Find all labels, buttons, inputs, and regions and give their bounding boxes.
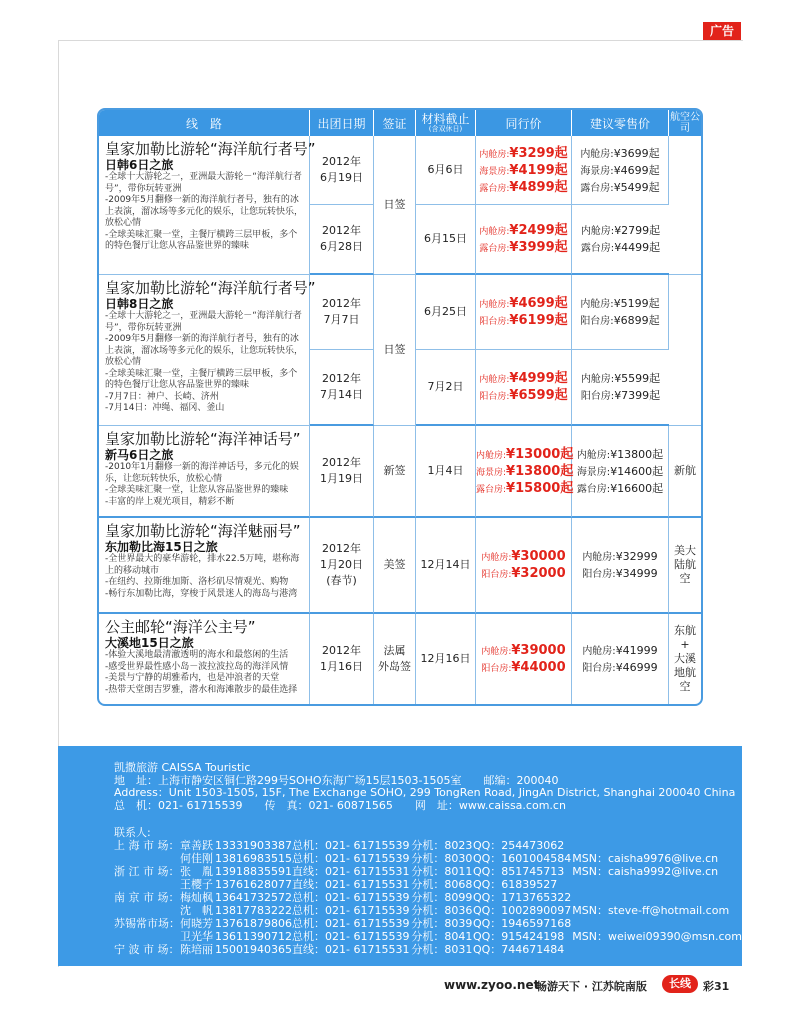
peer-price: ¥13000起 xyxy=(506,446,574,462)
route-title: 皇家加勒比游轮“海洋魅丽号” xyxy=(105,522,301,540)
retail-price-line xyxy=(572,659,668,676)
header-visa: 签证 xyxy=(374,110,416,136)
contact-msn xyxy=(572,943,742,956)
contact-mobile: 13918835591 xyxy=(215,865,293,878)
cabin-label: 海景房: xyxy=(576,466,611,478)
route-description: -体验大溪地最清澈透明的海水和最悠闲的生活 -感受世界最性感小岛－波拉波拉岛的海洋风情 -美景与宁静的胡雅希内，也是冲浪者的天堂 -热带天堂朗吉罗雅，潜水和海滩散步的最佳选择 xyxy=(105,650,298,695)
contact-mobile: 15001940365 xyxy=(215,943,293,956)
peer-price: ¥4999起 xyxy=(509,371,568,386)
peer-price-cell xyxy=(476,205,572,275)
cabin-label: 内舱房: xyxy=(582,646,616,657)
header-airline: 航空公司 xyxy=(670,112,700,134)
cabin-label: 阳台房: xyxy=(580,391,615,402)
contacts-table xyxy=(114,839,742,956)
peer-price-line xyxy=(476,370,571,387)
contact-market: 浙 江 市 场： xyxy=(114,865,180,878)
contact-msn: MSN：steve-ff@hotmail.com xyxy=(572,904,730,917)
contact-row xyxy=(114,904,742,917)
cabin-label: 内舱房: xyxy=(580,299,614,310)
peer-price-line xyxy=(476,145,571,162)
header-route: 线 路 xyxy=(99,110,310,136)
header-material xyxy=(416,110,476,136)
contact-extension: 分机：8039 xyxy=(411,917,473,930)
contact-qq: QQ：254473062 xyxy=(472,839,565,852)
retail-price-line xyxy=(572,463,668,480)
contact-row xyxy=(114,839,742,852)
cabin-label: 露台房: xyxy=(576,483,611,495)
retail-price-line xyxy=(572,162,668,179)
contact-phone: 总机：021- 61715539 xyxy=(292,891,410,904)
footer-slogan: 畅游天下 · 江苏皖南版 xyxy=(536,980,647,993)
table-row xyxy=(99,136,701,205)
header-departure: 出团日期 xyxy=(310,110,374,136)
contact-phone: 直线：021- 61715531 xyxy=(292,878,410,891)
contact-row xyxy=(114,852,742,865)
contact-name: 何佳刚 xyxy=(180,852,213,865)
retail-price: ¥5499起 xyxy=(613,180,660,194)
route-title: 公主邮轮“海洋公主号” xyxy=(105,618,256,636)
contact-qq: QQ：744671484 xyxy=(472,943,565,956)
peer-price-line xyxy=(476,162,571,179)
cabin-label: 内舱房: xyxy=(476,450,507,461)
material-deadline: 7月2日 xyxy=(416,350,476,426)
contact-name: 章善跃 xyxy=(180,839,213,852)
peer-price: ¥4899起 xyxy=(509,179,568,195)
contact-market xyxy=(114,878,180,891)
contact-qq: QQ：851745713 xyxy=(472,865,565,878)
header-retail-price: 建议零售价 xyxy=(572,110,669,136)
contact-qq: QQ：61839527 xyxy=(472,878,558,891)
table-row xyxy=(99,426,701,518)
contact-msn xyxy=(572,878,742,891)
contacts-heading: 联系人: xyxy=(114,826,151,839)
tour-table xyxy=(97,108,703,706)
retail-price: ¥14600起 xyxy=(610,464,664,478)
retail-price: ¥2799起 xyxy=(614,224,661,237)
contact-row xyxy=(114,917,742,930)
peer-price: ¥6199起 xyxy=(509,313,568,328)
contact-market: 宁 波 市 场： xyxy=(114,943,180,956)
retail-price-line xyxy=(572,145,668,162)
contact-panel xyxy=(58,746,742,966)
footer-logo: 长线 xyxy=(662,975,698,993)
contact-market xyxy=(114,852,180,865)
retail-price-line xyxy=(572,239,669,256)
contact-msn xyxy=(572,839,742,852)
contact-market xyxy=(114,930,180,943)
peer-price-line xyxy=(476,222,571,239)
contact-mobile: 13761879806 xyxy=(215,917,293,930)
contact-mobile: 13816983515 xyxy=(215,852,293,865)
contact-phone: 总机：021- 61715539 xyxy=(292,917,410,930)
retail-price-cell xyxy=(572,518,669,614)
retail-price-line xyxy=(572,446,668,463)
peer-price: ¥39000 xyxy=(511,643,566,658)
route-description: -2010年1月翻修一新的海洋神话号，多元化的娱乐，让您玩转快乐，放松心情 -全球美味汇聚一堂，让您从容品鉴世界的臻味 -丰富的岸上观光项目，精彩不断 xyxy=(105,462,299,507)
header-material-sub: (含双休日) xyxy=(428,124,463,133)
contact-extension: 分机：8041 xyxy=(411,930,473,943)
contact-extension: 分机：8031 xyxy=(411,943,473,956)
retail-price-cell xyxy=(572,614,669,704)
cabin-label: 海景房: xyxy=(580,165,614,177)
retail-price: ¥41999 xyxy=(615,644,658,657)
contact-qq: QQ：1713765322 xyxy=(472,891,572,904)
retail-price-line xyxy=(572,548,668,565)
cabin-label: 内舱房: xyxy=(481,647,512,657)
departure-date: 2012年 1月20日 (春节) xyxy=(310,518,374,614)
peer-price-line xyxy=(476,480,574,497)
retail-price: ¥46999 xyxy=(615,661,658,674)
visa-type: 日签 xyxy=(374,275,416,426)
cabin-label: 露台房: xyxy=(479,183,510,194)
peer-price: ¥6599起 xyxy=(509,388,568,403)
contact-extension: 分机：8030 xyxy=(411,852,473,865)
route-subtitle: 日韩8日之旅 xyxy=(105,297,174,311)
peer-price-cell xyxy=(476,136,572,205)
cabin-label: 阳台房: xyxy=(479,392,510,402)
cabin-label: 内舱房: xyxy=(582,552,616,563)
retail-price-line xyxy=(572,222,669,239)
contact-row xyxy=(114,865,742,878)
retail-price: ¥32999 xyxy=(615,550,658,563)
table-row xyxy=(99,518,701,614)
contact-qq: QQ：1601004584 xyxy=(472,852,572,865)
cabin-label: 露台房: xyxy=(580,243,615,254)
cabin-label: 海景房: xyxy=(479,166,510,177)
cabin-label: 内舱房: xyxy=(479,300,510,310)
contact-name: 张 胤 xyxy=(180,865,213,878)
contact-msn xyxy=(572,917,742,930)
retail-price: ¥13800起 xyxy=(610,447,664,461)
contact-name: 梅灿枫 xyxy=(180,891,213,904)
contact-extension: 分机：8011 xyxy=(411,865,473,878)
peer-price: ¥2499起 xyxy=(509,223,568,238)
contact-name: 王樱子 xyxy=(180,878,213,891)
peer-price: ¥32000 xyxy=(511,566,566,581)
table-row xyxy=(99,614,701,704)
cabin-label: 内舱房: xyxy=(576,449,611,461)
retail-price: ¥4699起 xyxy=(613,163,660,177)
contacts xyxy=(114,826,742,956)
header-material-label: 材料截止 xyxy=(421,111,470,126)
route-title: 皇家加勒比游轮“海洋航行者号” xyxy=(105,279,316,297)
route-subtitle: 新马6日之旅 xyxy=(105,448,174,462)
route-title: 皇家加勒比游轮“海洋航行者号” xyxy=(105,140,316,158)
contact-mobile: 13611390712 xyxy=(215,930,293,943)
airline-cell xyxy=(669,136,701,275)
retail-price: ¥4499起 xyxy=(614,241,661,254)
peer-price-line xyxy=(476,446,574,463)
visa-type: 美签 xyxy=(374,518,416,614)
cabin-label: 阳台房: xyxy=(481,570,512,580)
departure-date: 2012年 1月19日 xyxy=(310,426,374,518)
peer-price-line xyxy=(476,659,571,676)
contact-phone: 总机：021- 61715539 xyxy=(292,852,410,865)
contact-qq: QQ：915424198 xyxy=(472,930,565,943)
peer-price: ¥3299起 xyxy=(509,145,568,161)
contact-phone: 总机：021- 61715539 xyxy=(292,839,410,852)
retail-price-line xyxy=(572,312,668,329)
retail-price-line xyxy=(572,642,668,659)
cabin-label: 阳台房: xyxy=(582,569,616,580)
cabin-label: 内舱房: xyxy=(479,227,510,237)
contact-name: 沈 帆 xyxy=(180,904,213,917)
departure-date: 2012年 1月16日 xyxy=(310,614,374,704)
peer-price: ¥4199起 xyxy=(509,162,568,178)
contact-mobile: 13331903387 xyxy=(215,839,293,852)
contact-row xyxy=(114,891,742,904)
contact-qq: QQ：1002890097 xyxy=(472,904,572,917)
contact-row xyxy=(114,930,742,943)
cabin-label: 阳台房: xyxy=(479,317,510,327)
route-subtitle: 东加勒比海15日之旅 xyxy=(105,540,218,554)
departure-date: 2012年 7月7日 xyxy=(310,275,374,350)
contact-phone: 直线：021- 61715531 xyxy=(292,943,410,956)
contact-msn: MSN：weiwei09390@msn.com xyxy=(572,930,742,943)
table-row xyxy=(99,275,701,350)
material-deadline: 6月15日 xyxy=(416,205,476,275)
cabin-label: 露台房: xyxy=(476,484,507,495)
retail-price: ¥34999 xyxy=(615,567,658,580)
cabin-label: 海景房: xyxy=(476,467,507,478)
cabin-label: 内舱房: xyxy=(580,226,615,237)
visa-type: 新签 xyxy=(374,426,416,518)
peer-price-cell xyxy=(476,426,572,518)
peer-price-line xyxy=(476,239,571,256)
peer-price-line xyxy=(476,565,571,582)
peer-price-line xyxy=(476,548,571,565)
retail-price-cell xyxy=(572,275,669,350)
route-title: 皇家加勒比游轮“海洋神话号” xyxy=(105,430,301,448)
company-phone: 总 机：021- 61715539 传 真：021- 60871565 网 址：www.caissa.com.cn xyxy=(114,798,566,812)
contact-extension: 分机：8036 xyxy=(411,904,473,917)
route-description: -全球十大游轮之一，亚洲最大游轮－“海洋航行者号”，带你玩转亚洲 -2009年5月翻修一新的海洋航行者号，独有的冰上表演，溜冰场等多元化的娱乐，让您玩转快乐，放松心情 -全球美味汇聚一堂，主餐厅横跨三层甲板，多个的特色餐厅让您从容品鉴世界的臻味 -7月7日：神户、长崎、济州 -7月14日：冲绳、福冈、釜山 xyxy=(105,311,304,413)
contact-msn: MSN：caisha9992@live.cn xyxy=(572,865,719,878)
retail-price-cell xyxy=(572,136,669,205)
ad-tag: 广告 xyxy=(703,22,741,40)
retail-price: ¥7399起 xyxy=(614,389,661,402)
cabin-label: 内舱房: xyxy=(580,148,614,160)
retail-price-line xyxy=(572,387,669,404)
contact-mobile: 13761628077 xyxy=(215,878,293,891)
visa-type: 法属 外岛签 xyxy=(374,614,416,704)
peer-price: ¥44000 xyxy=(511,660,566,675)
airline-cell: 东航 + 大溪 地航空 xyxy=(674,624,696,693)
peer-price-line xyxy=(476,642,571,659)
page-number: 彩31 xyxy=(703,980,730,993)
table-header-row xyxy=(99,110,701,136)
company-address-en: Address：Unit 1503-1505, 15F, The Exchange SOHO, 299 TongRen Road, JingAn District, Shanghai 200040 China xyxy=(114,786,736,799)
retail-price: ¥5199起 xyxy=(613,297,660,310)
contact-mobile: 13641732572 xyxy=(215,891,293,904)
peer-price-cell xyxy=(476,275,572,350)
peer-price-line xyxy=(476,295,571,312)
retail-price-line xyxy=(572,565,668,582)
contact-market: 上 海 市 场： xyxy=(114,839,180,852)
cabin-label: 内舱房: xyxy=(479,149,510,160)
retail-price-line xyxy=(572,179,668,196)
retail-price: ¥16600起 xyxy=(610,481,664,495)
contact-extension: 分机：8068 xyxy=(411,878,473,891)
cabin-label: 内舱房: xyxy=(479,375,510,385)
departure-date: 2012年 7月14日 xyxy=(310,350,374,426)
cabin-label: 阳台房: xyxy=(580,316,614,327)
contact-row xyxy=(114,878,742,891)
retail-price: ¥6899起 xyxy=(613,314,660,327)
airline-cell xyxy=(669,275,701,426)
peer-price-line xyxy=(476,179,571,196)
peer-price-line xyxy=(476,387,571,404)
contact-msn xyxy=(572,891,742,904)
route-subtitle: 大溪地15日之旅 xyxy=(105,636,194,650)
retail-price: ¥5599起 xyxy=(614,372,661,385)
peer-price: ¥3999起 xyxy=(509,240,568,255)
contact-extension: 分机：8023 xyxy=(411,839,473,852)
contact-phone: 总机：021- 61715539 xyxy=(292,930,410,943)
retail-price-cell xyxy=(572,350,669,426)
departure-date: 2012年 6月19日 xyxy=(310,136,374,205)
visa-type: 日签 xyxy=(374,136,416,275)
retail-price-line xyxy=(572,295,668,312)
material-deadline: 12月14日 xyxy=(416,518,476,614)
material-deadline: 12月16日 xyxy=(416,614,476,704)
peer-price: ¥4699起 xyxy=(509,296,568,311)
retail-price-line xyxy=(572,480,668,497)
company-name: 凯撒旅游 CAISSA Touristic xyxy=(114,761,251,774)
contact-market: 苏锡常市场： xyxy=(114,917,180,930)
route-description: -全球十大游轮之一，亚洲最大游轮－“海洋航行者号”，带你玩转亚洲 -2009年5月翻修一新的海洋航行者号，独有的冰上表演，溜冰场等多元化的娱乐，让您玩转快乐，放松心情 -全球美味汇聚一堂，主餐厅横跨三层甲板，多个的特色餐厅让您从容品鉴世界的臻味 xyxy=(105,172,304,251)
retail-price-cell xyxy=(572,205,669,275)
route-cell xyxy=(99,275,316,426)
contact-row xyxy=(114,943,742,956)
retail-price-line xyxy=(572,370,669,387)
peer-price-cell xyxy=(476,614,572,704)
cabin-label: 露台房: xyxy=(580,182,614,194)
airline-cell: 新航 xyxy=(669,426,701,518)
company-address: 地 址：上海市静安区铜仁路299号SOHO东海广场15层1503-1505室 邮编：200040 xyxy=(114,773,559,787)
contact-mobile: 13817783222 xyxy=(215,904,293,917)
contact-name: 陈培丽 xyxy=(180,943,213,956)
peer-price: ¥15800起 xyxy=(506,480,574,496)
peer-price-line xyxy=(476,463,574,480)
peer-price-line xyxy=(476,312,571,329)
route-cell xyxy=(99,426,310,518)
retail-price-cell xyxy=(572,426,669,518)
route-cell xyxy=(99,136,316,275)
route-subtitle: 日韩6日之旅 xyxy=(105,158,174,172)
route-description: -全世界最大的豪华游轮，排水22.5万吨，堪称海上的移动城市 -在纽约、拉斯维加斯、洛杉矶尽情观光、购物 -畅行东加勒比海，穿梭于风景迷人的海岛与港湾 xyxy=(105,554,300,599)
peer-price-cell xyxy=(476,518,572,614)
contact-phone: 总机：021- 61715539 xyxy=(292,904,410,917)
header-peer-price: 同行价 xyxy=(476,110,572,136)
contact-phone: 直线：021- 61715531 xyxy=(292,865,410,878)
retail-price: ¥3699起 xyxy=(613,146,660,160)
cabin-label: 露台房: xyxy=(479,244,510,254)
peer-price-cell xyxy=(476,350,572,426)
cabin-label: 阳台房: xyxy=(481,664,512,674)
contact-msn: MSN：caisha9976@live.cn xyxy=(572,852,719,865)
cabin-label: 内舱房: xyxy=(580,374,615,385)
contact-name: 卫光华 xyxy=(180,930,213,943)
tour-body xyxy=(99,136,701,704)
contact-qq: QQ：1946597168 xyxy=(472,917,572,930)
route-cell xyxy=(99,614,310,704)
airline-cell: 美大 陆航空 xyxy=(669,518,701,614)
contact-market: 南 京 市 场： xyxy=(114,891,180,904)
contact-name: 何晓芳 xyxy=(180,917,213,930)
material-deadline: 6月25日 xyxy=(416,275,476,350)
material-deadline: 6月6日 xyxy=(416,136,476,205)
cabin-label: 阳台房: xyxy=(582,663,616,674)
cabin-label: 内舱房: xyxy=(481,553,512,563)
footer-url[interactable]: www.zyoo.net xyxy=(444,978,540,992)
departure-date: 2012年 6月28日 xyxy=(310,205,374,275)
peer-price: ¥30000 xyxy=(511,549,566,564)
contact-extension: 分机：8099 xyxy=(411,891,473,904)
route-cell xyxy=(99,518,310,614)
peer-price: ¥13800起 xyxy=(506,463,574,479)
material-deadline: 1月4日 xyxy=(416,426,476,518)
company-info xyxy=(114,762,735,812)
contact-market xyxy=(114,904,180,917)
